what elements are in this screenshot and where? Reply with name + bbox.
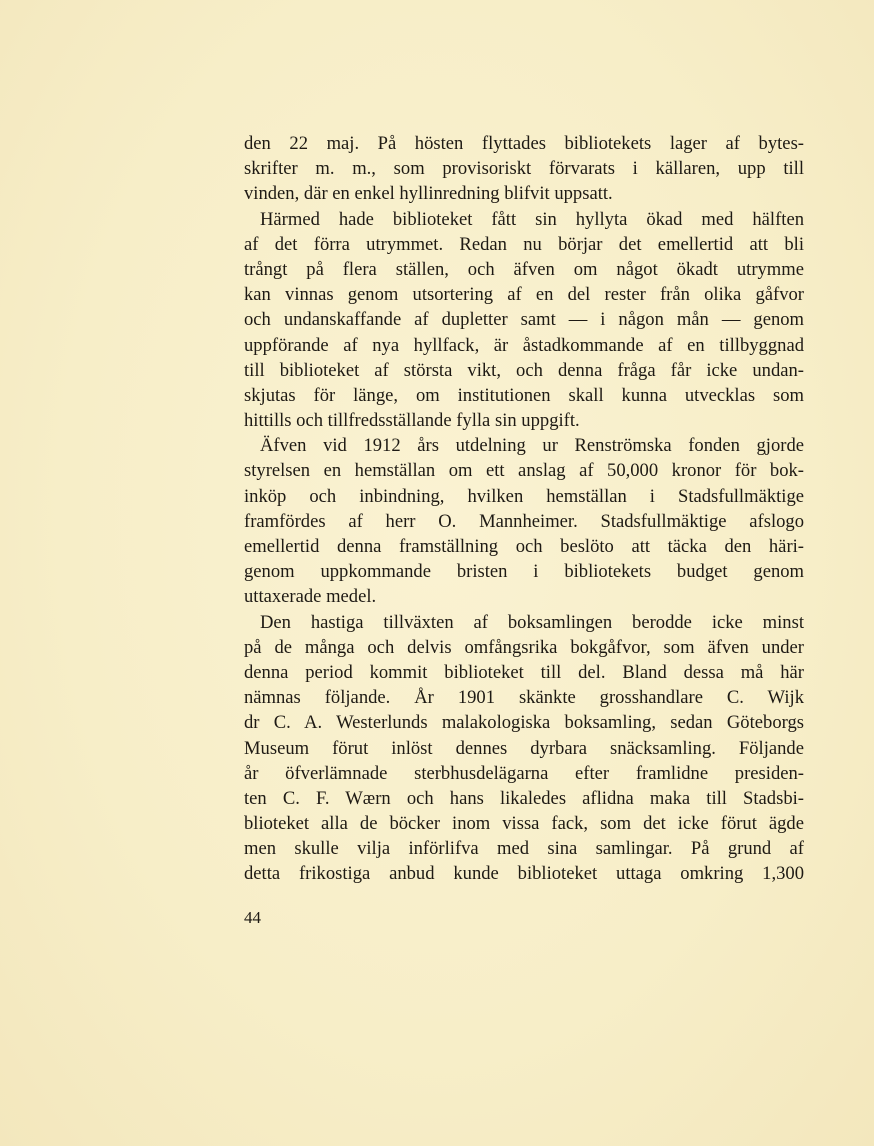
text-line: trångt på flera ställen, och äfven om något ökadt utrymme [244, 258, 804, 280]
text-line: blioteket alla de böcker inom vissa fack, som det icke förut ägde [244, 813, 804, 835]
text-line: till biblioteket af största vikt, och denna fråga får icke undan- [244, 359, 804, 381]
text-line: detta frikostiga anbud kunde biblioteket uttaga omkring 1,300 [244, 863, 804, 885]
text-line: genom uppkommande bristen i bibliotekets budget genom [244, 561, 804, 583]
text-line: vinden, där en enkel hyllinredning blifvit uppsatt. [244, 183, 613, 205]
text-line: emellertid denna framställning och beslöto att täcka den häri- [244, 536, 804, 557]
page-number: 44 [244, 908, 261, 927]
text-line: år öfverlämnade sterbhusdelägarna efter framlidne presiden- [244, 762, 804, 784]
text-line: skjutas för länge, om institutionen skall kunna utvecklas som [244, 384, 804, 406]
text-line: Museum förut inlöst dennes dyrbara snäcksamling. Följande [244, 737, 804, 759]
text-line: men skulle vilja införlifva med sina samlingar. På grund af [244, 838, 804, 860]
text-line: uttaxerade medel. [244, 586, 377, 608]
text-line: inköp och inbindning, hvilken hemställan i Stadsfullmäktige [244, 485, 804, 507]
text-line: ten C. F. Wærn och hans likaledes aflidna maka till Stadsbi- [244, 787, 804, 809]
text-line: denna period kommit biblioteket till del. Bland dessa må här [244, 661, 804, 683]
text-line: styrelsen en hemställan om ett anslag af 50,000 kronor för bok- [244, 460, 804, 482]
text-line: den 22 maj. På hösten flyttades bibliotekets lager af bytes- [244, 133, 804, 154]
text-line: dr C. A. Westerlunds malakologiska boksamling, sedan Göteborgs [244, 712, 804, 734]
body-text [244, 131, 804, 887]
text-line: Den hastiga tillväxten af boksamlingen berodde icke minst [260, 611, 804, 633]
text-line: uppförande af nya hyllfack, är åstadkommande af en tillbyggnad [244, 334, 804, 356]
text-line: och undanskaffande af dupletter samt — i någon mån — genom [244, 309, 804, 331]
text-line: af det förra utrymmet. Redan nu börjar det emellertid att bli [244, 233, 804, 255]
text-line: nämnas följande. År 1901 skänkte grosshandlare C. Wijk [244, 687, 804, 709]
text-line: Härmed hade biblioteket fått sin hyllyta ökad med hälften [260, 208, 804, 230]
text-line: skrifter m. m., som provisoriskt förvarats i källaren, upp till [244, 158, 804, 180]
text-line: framfördes af herr O. Mannheimer. Stadsfullmäktige afslogo [244, 510, 804, 532]
text-line: Äfven vid 1912 års utdelning ur Renströmska fonden gjorde [260, 435, 804, 457]
text-line: hittills och tillfredsställande fylla sin uppgift. [244, 410, 580, 432]
text-line: kan vinnas genom utsortering af en del rester från olika gåfvor [244, 284, 804, 306]
text-line: på de många och delvis omfångsrika bokgåfvor, som äfven under [244, 636, 804, 658]
